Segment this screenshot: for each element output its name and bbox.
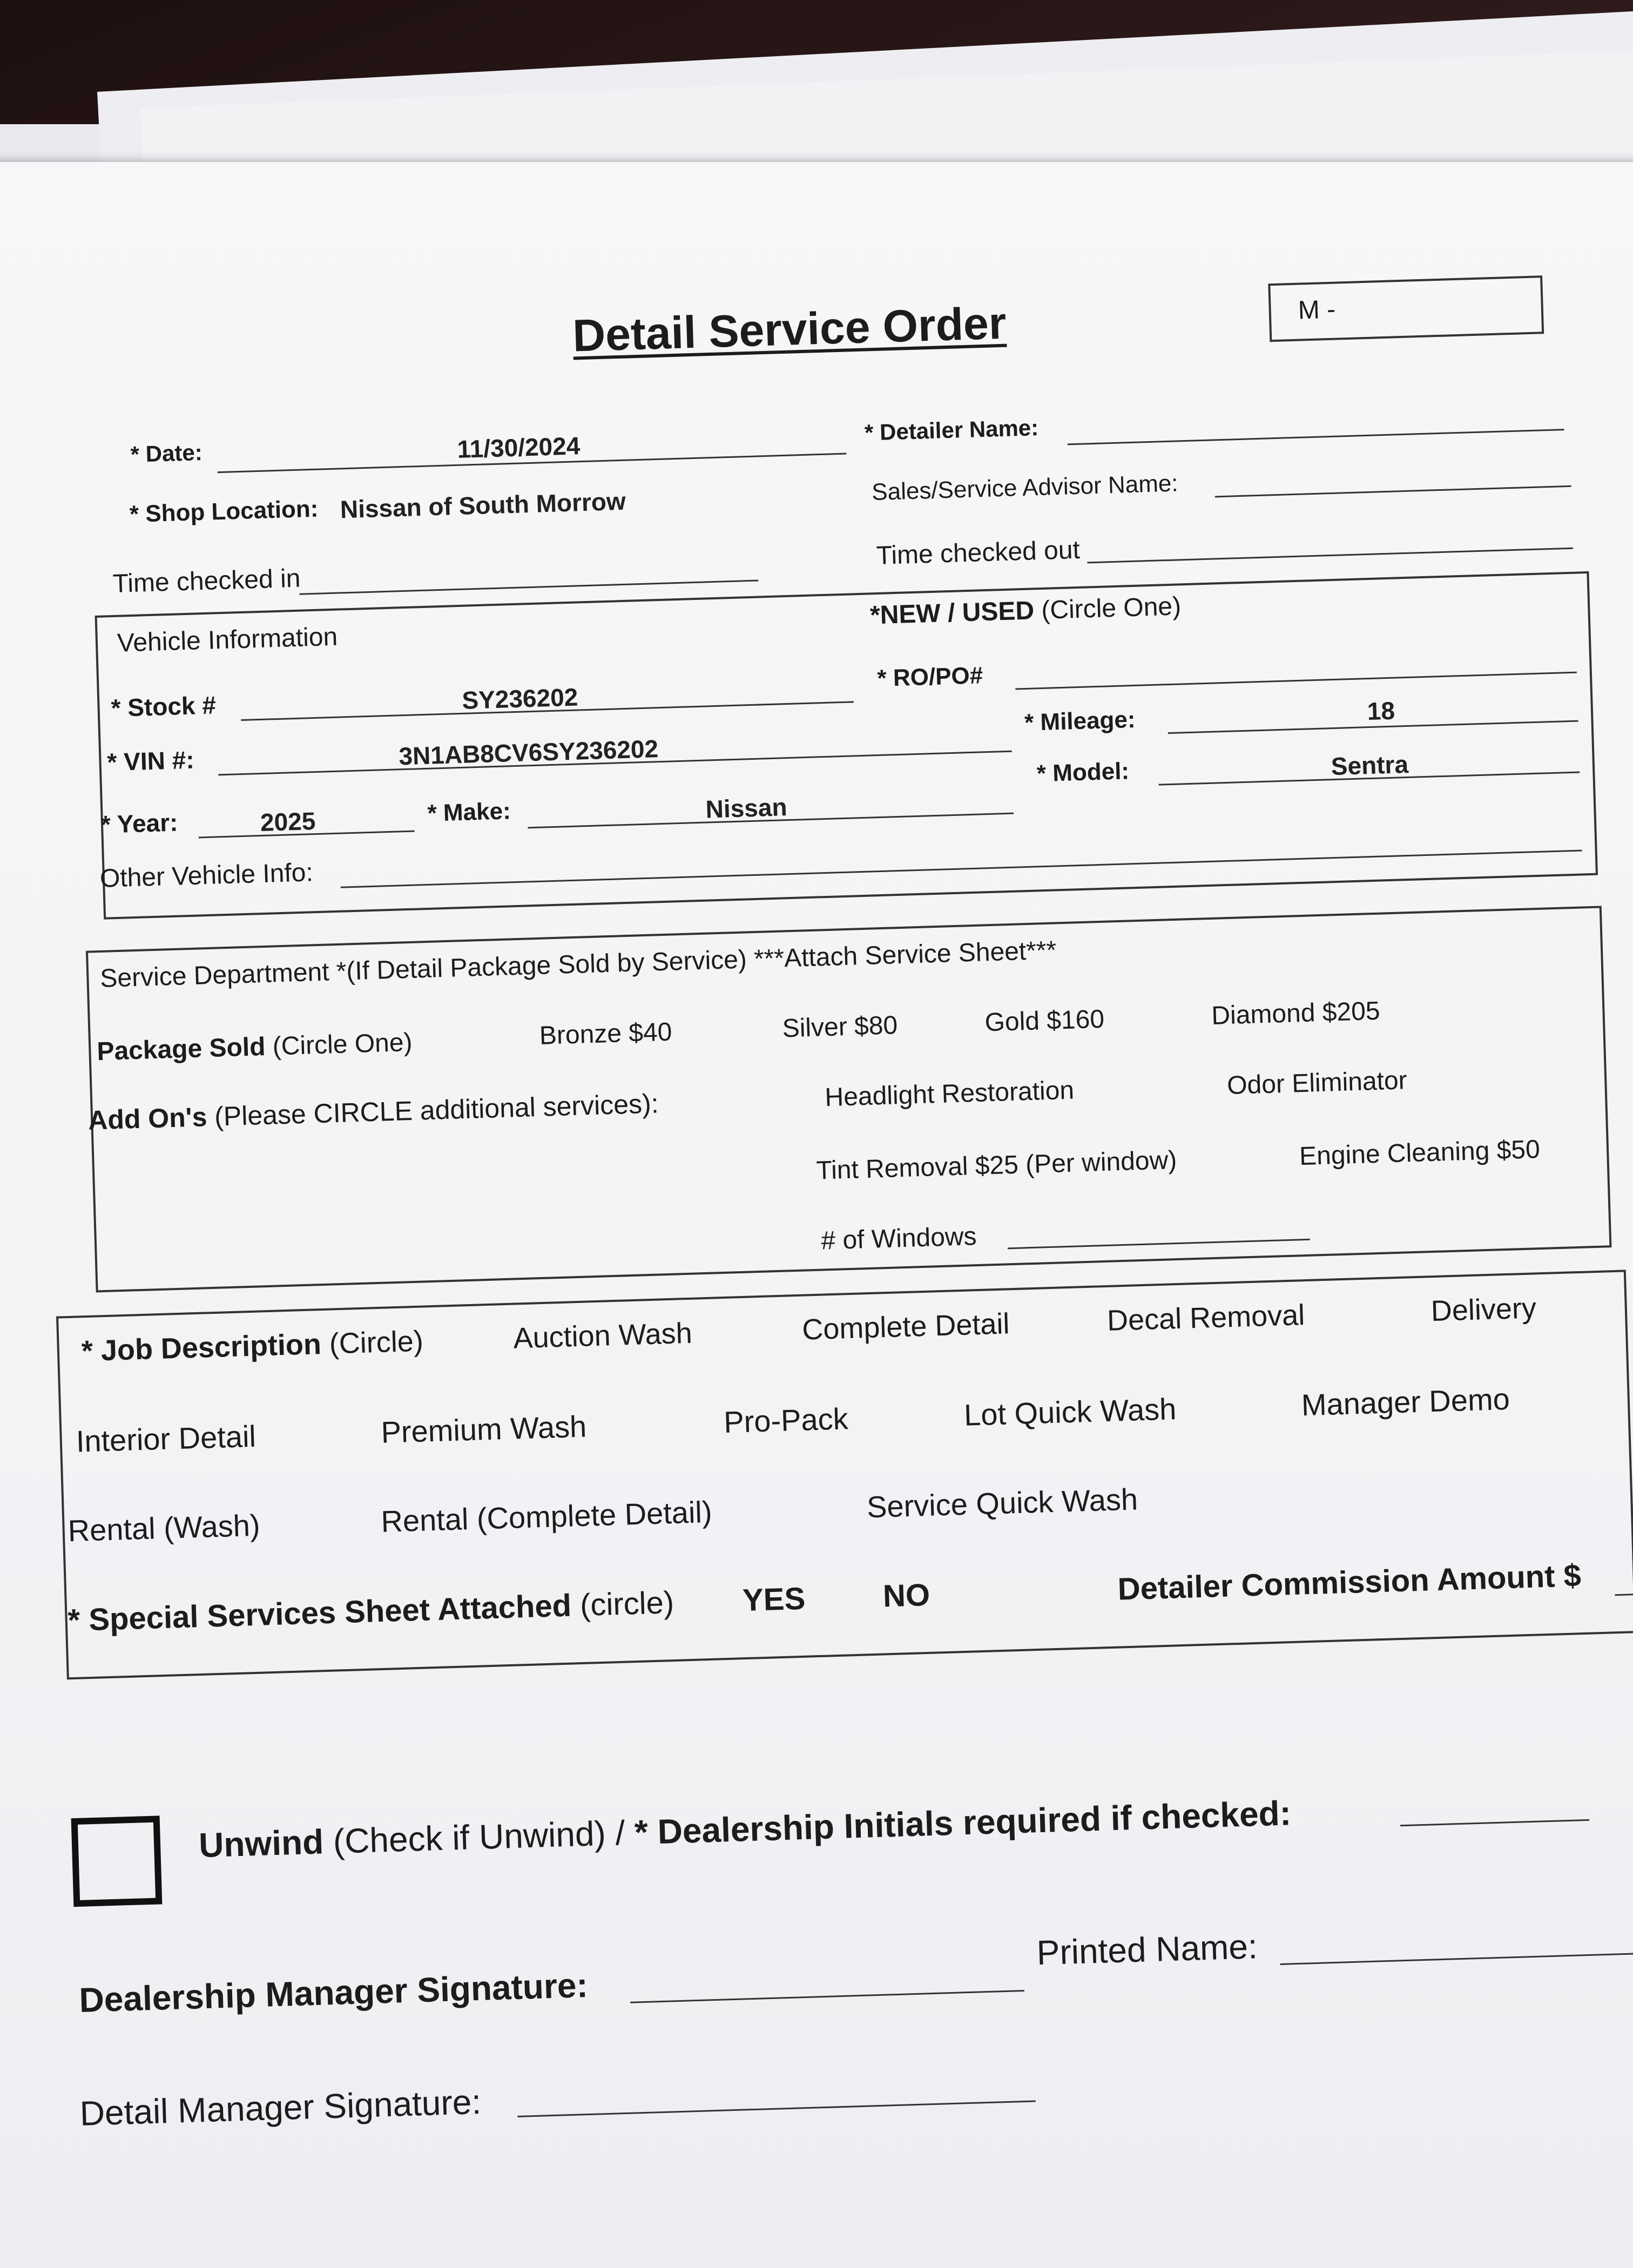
new-used-hint: (Circle One) bbox=[1041, 592, 1182, 625]
detailer-name-field[interactable] bbox=[1068, 429, 1564, 445]
job-option-decal-removal[interactable]: Decal Removal bbox=[1106, 1299, 1305, 1337]
time-out-label: Time checked out bbox=[876, 535, 1081, 570]
initials-label: * Dealership Initials required if checked: bbox=[633, 1793, 1292, 1852]
package-sold-hint: (Circle One) bbox=[272, 1028, 413, 1061]
service-header: Service Department *(If Detail Package Sold by Service) ***Attach Service Sheet*** bbox=[99, 936, 1057, 993]
special-services-no[interactable]: NO bbox=[882, 1577, 930, 1614]
job-option-rental-wash[interactable]: Rental (Wash) bbox=[67, 1508, 261, 1548]
order-number-box[interactable] bbox=[1268, 275, 1544, 342]
special-services-hint: (circle) bbox=[579, 1584, 675, 1623]
job-option-lot-quick-wash[interactable]: Lot Quick Wash bbox=[963, 1392, 1177, 1432]
job-description-hint: (Circle) bbox=[328, 1325, 424, 1360]
mileage-label: * Mileage: bbox=[1024, 706, 1136, 736]
addons-title: Add On's bbox=[87, 1102, 208, 1136]
detail-manager-signature-field[interactable] bbox=[517, 2100, 1036, 2117]
order-number-value: M - bbox=[1297, 295, 1336, 325]
addon-tint-removal[interactable]: Tint Removal $25 (Per window) bbox=[815, 1145, 1177, 1185]
special-services-yes[interactable]: YES bbox=[742, 1581, 806, 1618]
package-option-silver[interactable]: Silver $80 bbox=[781, 1011, 898, 1043]
unwind-label bbox=[198, 1793, 1292, 1865]
make-label: * Make: bbox=[427, 798, 511, 827]
job-option-manager-demo[interactable]: Manager Demo bbox=[1300, 1381, 1510, 1422]
time-in-field[interactable] bbox=[299, 580, 758, 595]
printed-name-label: Printed Name: bbox=[1036, 1927, 1258, 1973]
form-content bbox=[17, 117, 1633, 2215]
vehicle-info-heading: Vehicle Information bbox=[117, 622, 338, 658]
year-label: * Year: bbox=[100, 808, 179, 839]
mileage-value: 18 bbox=[1367, 696, 1395, 726]
date-value: 11/30/2024 bbox=[456, 431, 581, 463]
addons-hint: (Please CIRCLE additional services): bbox=[214, 1088, 659, 1132]
job-option-delivery[interactable]: Delivery bbox=[1430, 1292, 1537, 1328]
shop-location-label: * Shop Location: bbox=[129, 495, 319, 528]
job-description-title: * Job Description bbox=[81, 1328, 322, 1368]
job-option-interior-detail[interactable]: Interior Detail bbox=[75, 1419, 257, 1459]
package-option-gold[interactable]: Gold $160 bbox=[984, 1004, 1105, 1037]
shop-location-value: Nissan of South Morrow bbox=[340, 487, 626, 524]
commission-label: Detailer Commission Amount $ bbox=[1117, 1558, 1582, 1607]
date-label: * Date: bbox=[130, 439, 203, 467]
unwind-hint: (Check if Unwind) / bbox=[332, 1813, 626, 1861]
time-in-label: Time checked in bbox=[112, 564, 301, 598]
addon-engine-cleaning[interactable]: Engine Cleaning $50 bbox=[1299, 1135, 1541, 1171]
other-info-label: Other Vehicle Info: bbox=[99, 858, 314, 893]
job-option-complete-detail[interactable]: Complete Detail bbox=[801, 1307, 1010, 1346]
detailer-name-label: * Detailer Name: bbox=[864, 414, 1039, 446]
initials-field[interactable] bbox=[1400, 1819, 1589, 1826]
addon-headlight-restoration[interactable]: Headlight Restoration bbox=[824, 1076, 1075, 1112]
stock-label: * Stock # bbox=[110, 691, 217, 723]
printed-name-field[interactable] bbox=[1280, 1952, 1633, 1965]
job-option-service-quick-wash[interactable]: Service Quick Wash bbox=[866, 1482, 1138, 1524]
time-out-field[interactable] bbox=[1087, 548, 1573, 564]
job-option-auction-wash[interactable]: Auction Wash bbox=[512, 1317, 693, 1355]
year-value: 2025 bbox=[260, 807, 316, 837]
package-option-diamond[interactable]: Diamond $205 bbox=[1211, 996, 1381, 1030]
vin-value: 3N1AB8CV6SY236202 bbox=[398, 734, 659, 771]
model-label: * Model: bbox=[1036, 758, 1130, 787]
vin-label: * VIN #: bbox=[106, 745, 195, 777]
job-option-premium-wash[interactable]: Premium Wash bbox=[380, 1409, 588, 1449]
advisor-field[interactable] bbox=[1215, 485, 1571, 498]
unwind-title: Unwind bbox=[198, 1822, 325, 1865]
dealership-manager-signature-field[interactable] bbox=[630, 1990, 1024, 2003]
package-sold-title: Package Sold bbox=[96, 1032, 266, 1066]
form-title: Detail Service Order bbox=[572, 297, 1007, 361]
job-option-pro-pack[interactable]: Pro-Pack bbox=[723, 1401, 849, 1440]
model-value: Sentra bbox=[1331, 750, 1409, 781]
addon-odor-eliminator[interactable]: Odor Eliminator bbox=[1226, 1066, 1408, 1101]
ro-po-label: * RO/PO# bbox=[876, 662, 983, 692]
windows-label: # of Windows bbox=[820, 1222, 977, 1256]
make-value: Nissan bbox=[705, 793, 788, 824]
advisor-label: Sales/Service Advisor Name: bbox=[871, 470, 1179, 506]
special-services-title: * Special Services Sheet Attached bbox=[67, 1588, 572, 1638]
new-used-label: *NEW / USED bbox=[869, 596, 1035, 630]
stock-value: SY236202 bbox=[461, 683, 579, 714]
package-option-bronze[interactable]: Bronze $40 bbox=[539, 1017, 673, 1050]
job-option-rental-complete-detail[interactable]: Rental (Complete Detail) bbox=[380, 1494, 713, 1538]
detail-manager-signature-label: Detail Manager Signature: bbox=[79, 2082, 482, 2134]
unwind-checkbox[interactable] bbox=[71, 1815, 163, 1907]
form-sheet bbox=[0, 162, 1633, 2268]
dealership-manager-signature-label: Dealership Manager Signature: bbox=[78, 1966, 589, 2020]
